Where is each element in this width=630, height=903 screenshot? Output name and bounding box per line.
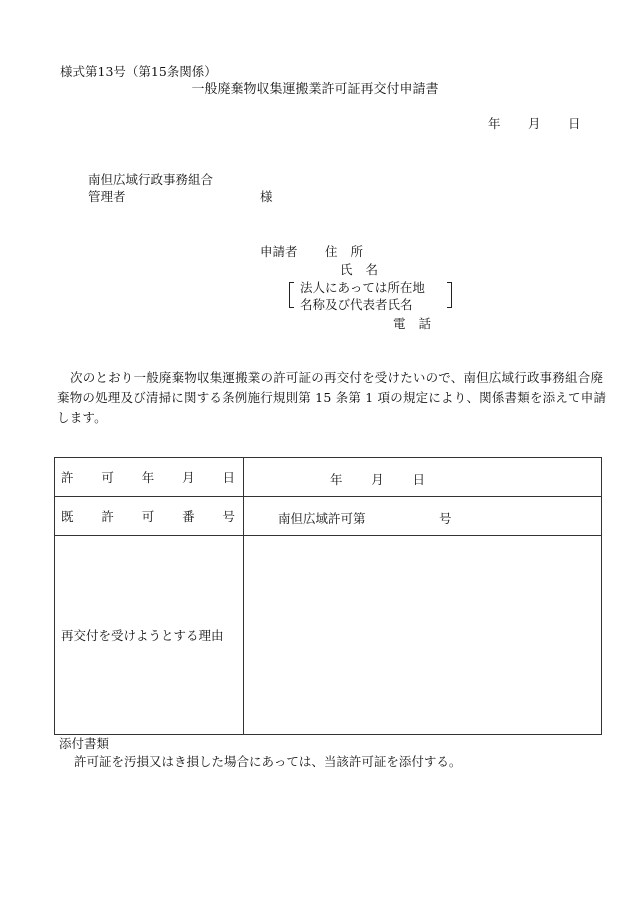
permit-date-value-cell[interactable] bbox=[244, 458, 602, 497]
applicant-address-label: 住所 bbox=[325, 244, 377, 259]
permit-date-label-cell bbox=[55, 458, 244, 497]
date-year-label: 年 bbox=[488, 116, 501, 131]
permit-date-label-char: 日 bbox=[222, 470, 235, 485]
applicant-label: 申請者 bbox=[260, 244, 298, 259]
existing-permit-label-char: 既 bbox=[61, 509, 74, 524]
applicant-name-label: 氏名 bbox=[340, 262, 392, 277]
permit-date-month: 月 bbox=[371, 472, 384, 487]
permit-date-label-char: 年 bbox=[141, 470, 155, 485]
reason-label-cell bbox=[55, 536, 244, 735]
corporate-note-line1: 法人にあっては所在地 bbox=[300, 280, 425, 295]
existing-permit-value-cell[interactable] bbox=[244, 497, 602, 536]
permit-date-day: 日 bbox=[412, 472, 425, 487]
table-row-permit-date bbox=[55, 458, 602, 497]
permit-date-value bbox=[330, 470, 425, 488]
existing-permit-prefix: 南但広域許可第 bbox=[278, 511, 366, 526]
corporate-note-right-bracket bbox=[447, 282, 452, 308]
application-statement: 次のとおり一般廃棄物収集運搬業の許可証の再交付を受けたいので、南但広域行政事務組合廃棄物の処理及び清掃に関する条例施行規則第 15 条第 1 項の規定により、関係書類を添えて申請します。 bbox=[57, 370, 607, 425]
form-number: 様式第13号（第15条関係） bbox=[60, 64, 217, 79]
attachments-title: 添付書類 bbox=[59, 736, 110, 751]
corporate-note-left-bracket bbox=[289, 282, 294, 308]
existing-permit-label-char: 可 bbox=[141, 509, 155, 524]
document-title: 一般廃棄物収集運搬業許可証再交付申請書 bbox=[191, 82, 439, 97]
permit-date-year: 年 bbox=[330, 472, 343, 487]
existing-permit-label-char: 番 bbox=[182, 509, 195, 524]
table-row-reason bbox=[55, 536, 602, 735]
attachments-text: 許可証を汚損又はき損した場合にあっては、当該許可証を添付する。 bbox=[74, 754, 462, 769]
date-month-label: 月 bbox=[528, 116, 541, 131]
existing-permit-suffix: 号 bbox=[439, 511, 452, 526]
existing-permit-label-char: 号 bbox=[222, 509, 235, 524]
addressee-honorific: 様 bbox=[260, 189, 273, 204]
reason-value-cell[interactable] bbox=[244, 536, 602, 735]
permit-date-label bbox=[55, 468, 243, 486]
reason-label: 再交付を受けようとする理由 bbox=[61, 628, 224, 643]
addressee-role: 管理者 bbox=[88, 189, 126, 204]
corporate-note-line2: 名称及び代表者氏名 bbox=[300, 297, 413, 312]
date-day-label: 日 bbox=[568, 116, 581, 131]
permit-date-label-char: 可 bbox=[101, 470, 114, 485]
addressee-organization: 南但広域行政事務組合 bbox=[88, 172, 214, 187]
applicant-phone-label: 電話 bbox=[393, 316, 445, 331]
existing-permit-label-cell bbox=[55, 497, 244, 536]
permit-date-label-char: 許 bbox=[61, 470, 74, 485]
permit-date-label-char: 月 bbox=[182, 470, 195, 485]
application-table bbox=[54, 457, 602, 735]
existing-permit-label bbox=[55, 507, 243, 525]
existing-permit-label-char: 許 bbox=[101, 509, 114, 524]
table-row-existing-permit-number bbox=[55, 497, 602, 536]
